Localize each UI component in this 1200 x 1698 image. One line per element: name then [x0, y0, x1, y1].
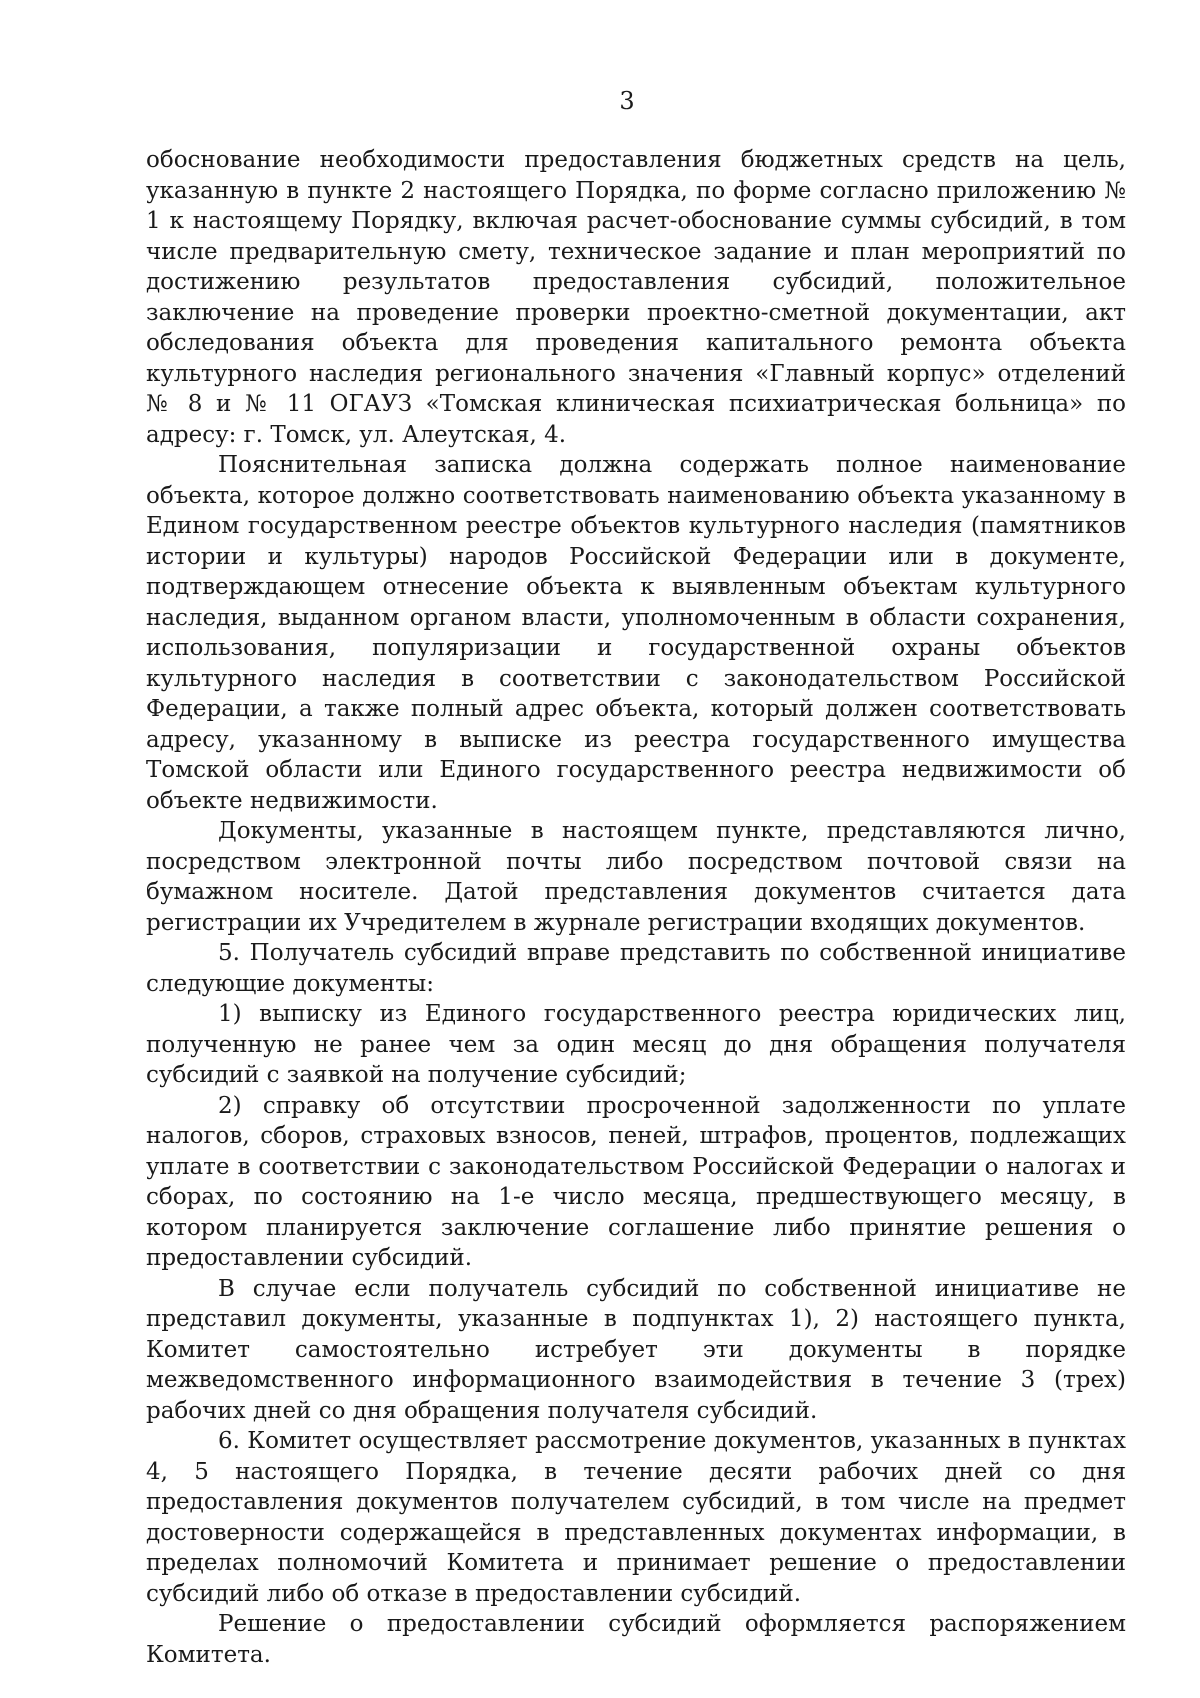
paragraph-explanatory-note: Пояснительная записка должна содержать полное наименование объекта, которое должно соответствовать наименованию объекта указанному в Едином государственном реестре объектов культурного наследия (памятников истории и культуры) народов Российской Федерации или в документе, подтверждающем отнесение объекта к выявленным объектам культурного наследия, выданном органом власти, уполномоченным в области сохранения, использования, популяризации и государственной охраны объектов культурного наследия в соответствии с законодательством Российской Федерации, а также полный адрес объекта, который должен соответствовать адресу, указанному в выписке из реестра государственного имущества Томской области или Единого государственного реестра недвижимости об объекте недвижимости. — [146, 452, 1126, 814]
paragraph-decision: Решение о предоставлении субсидий оформляется распоряжением Комитета. — [146, 1611, 1126, 1668]
paragraph-interagency-request: В случае если получатель субсидий по собственной инициативе не представил документы, указанные в подпунктах 1), 2) настоящего пункта, Комитет самостоятельно истребует эти документы в порядке межведомственного информационного взаимодействия в течение 3 (трех) рабочих дней со дня обращения получателя субсидий. — [146, 1275, 1126, 1424]
paragraph-item-6: 6. Комитет осуществляет рассмотрение документов, указанных в пунктах 4, 5 настоящего Порядка, в течение десяти рабочих дней со дня предоставления документов получателем субсидий, в том числе на предмет достоверности содержащейся в представленных документах информации, в пределах полномочий Комитета и принимает решение о предоставлении субсидий либо об отказе в предоставлении субсидий. — [146, 1428, 1126, 1607]
paragraph-item-5: 5. Получатель субсидий вправе представить по собственной инициативе следующие документы: — [146, 940, 1126, 997]
paragraph-subitem-2: 2) справку об отсутствии просроченной задолженности по уплате налогов, сборов, страховых взносов, пеней, штрафов, процентов, подлежащих уплате в соответствии с законодательством Российской Федерации о налогах и сборах, по состоянию на 1-е число месяца, предшествующего месяцу, в котором планируется заключение соглашение либо принятие решения о предоставлении субсидий. — [146, 1092, 1126, 1271]
document-body — [146, 145, 1126, 1670]
paragraph-justification: обоснование необходимости предоставления бюджетных средств на цель, указанную в пункте 2 настоящего Порядка, по форме согласно приложению № 1 к настоящему Порядку, включая расчет-обоснование суммы субсидий, в том числе предварительную смету, техническое задание и план мероприятий по достижению результатов предоставления субсидий, положительное заключение на проведение проверки проектно-сметной документации, акт обследования объекта для проведения капитального ремонта объекта культурного наследия регионального значения «Главный корпус» отделений № 8 и № 11 ОГАУЗ «Томская клиническая психиатрическая больница» по адресу: г. Томск, ул. Алеутская, 4. — [146, 147, 1126, 448]
paragraph-document-submission: Документы, указанные в настоящем пункте, представляются лично, посредством электронной почты либо посредством почтовой связи на бумажном носителе. Датой представления документов считается дата регистрации их Учредителем в журнале регистрации входящих документов. — [146, 818, 1126, 936]
page-number: 3 — [619, 87, 635, 115]
paragraph-subitem-1: 1) выписку из Единого государственного реестра юридических лиц, полученную не ранее чем за один месяц до дня обращения получателя субсидий с заявкой на получение субсидий; — [146, 1001, 1126, 1088]
